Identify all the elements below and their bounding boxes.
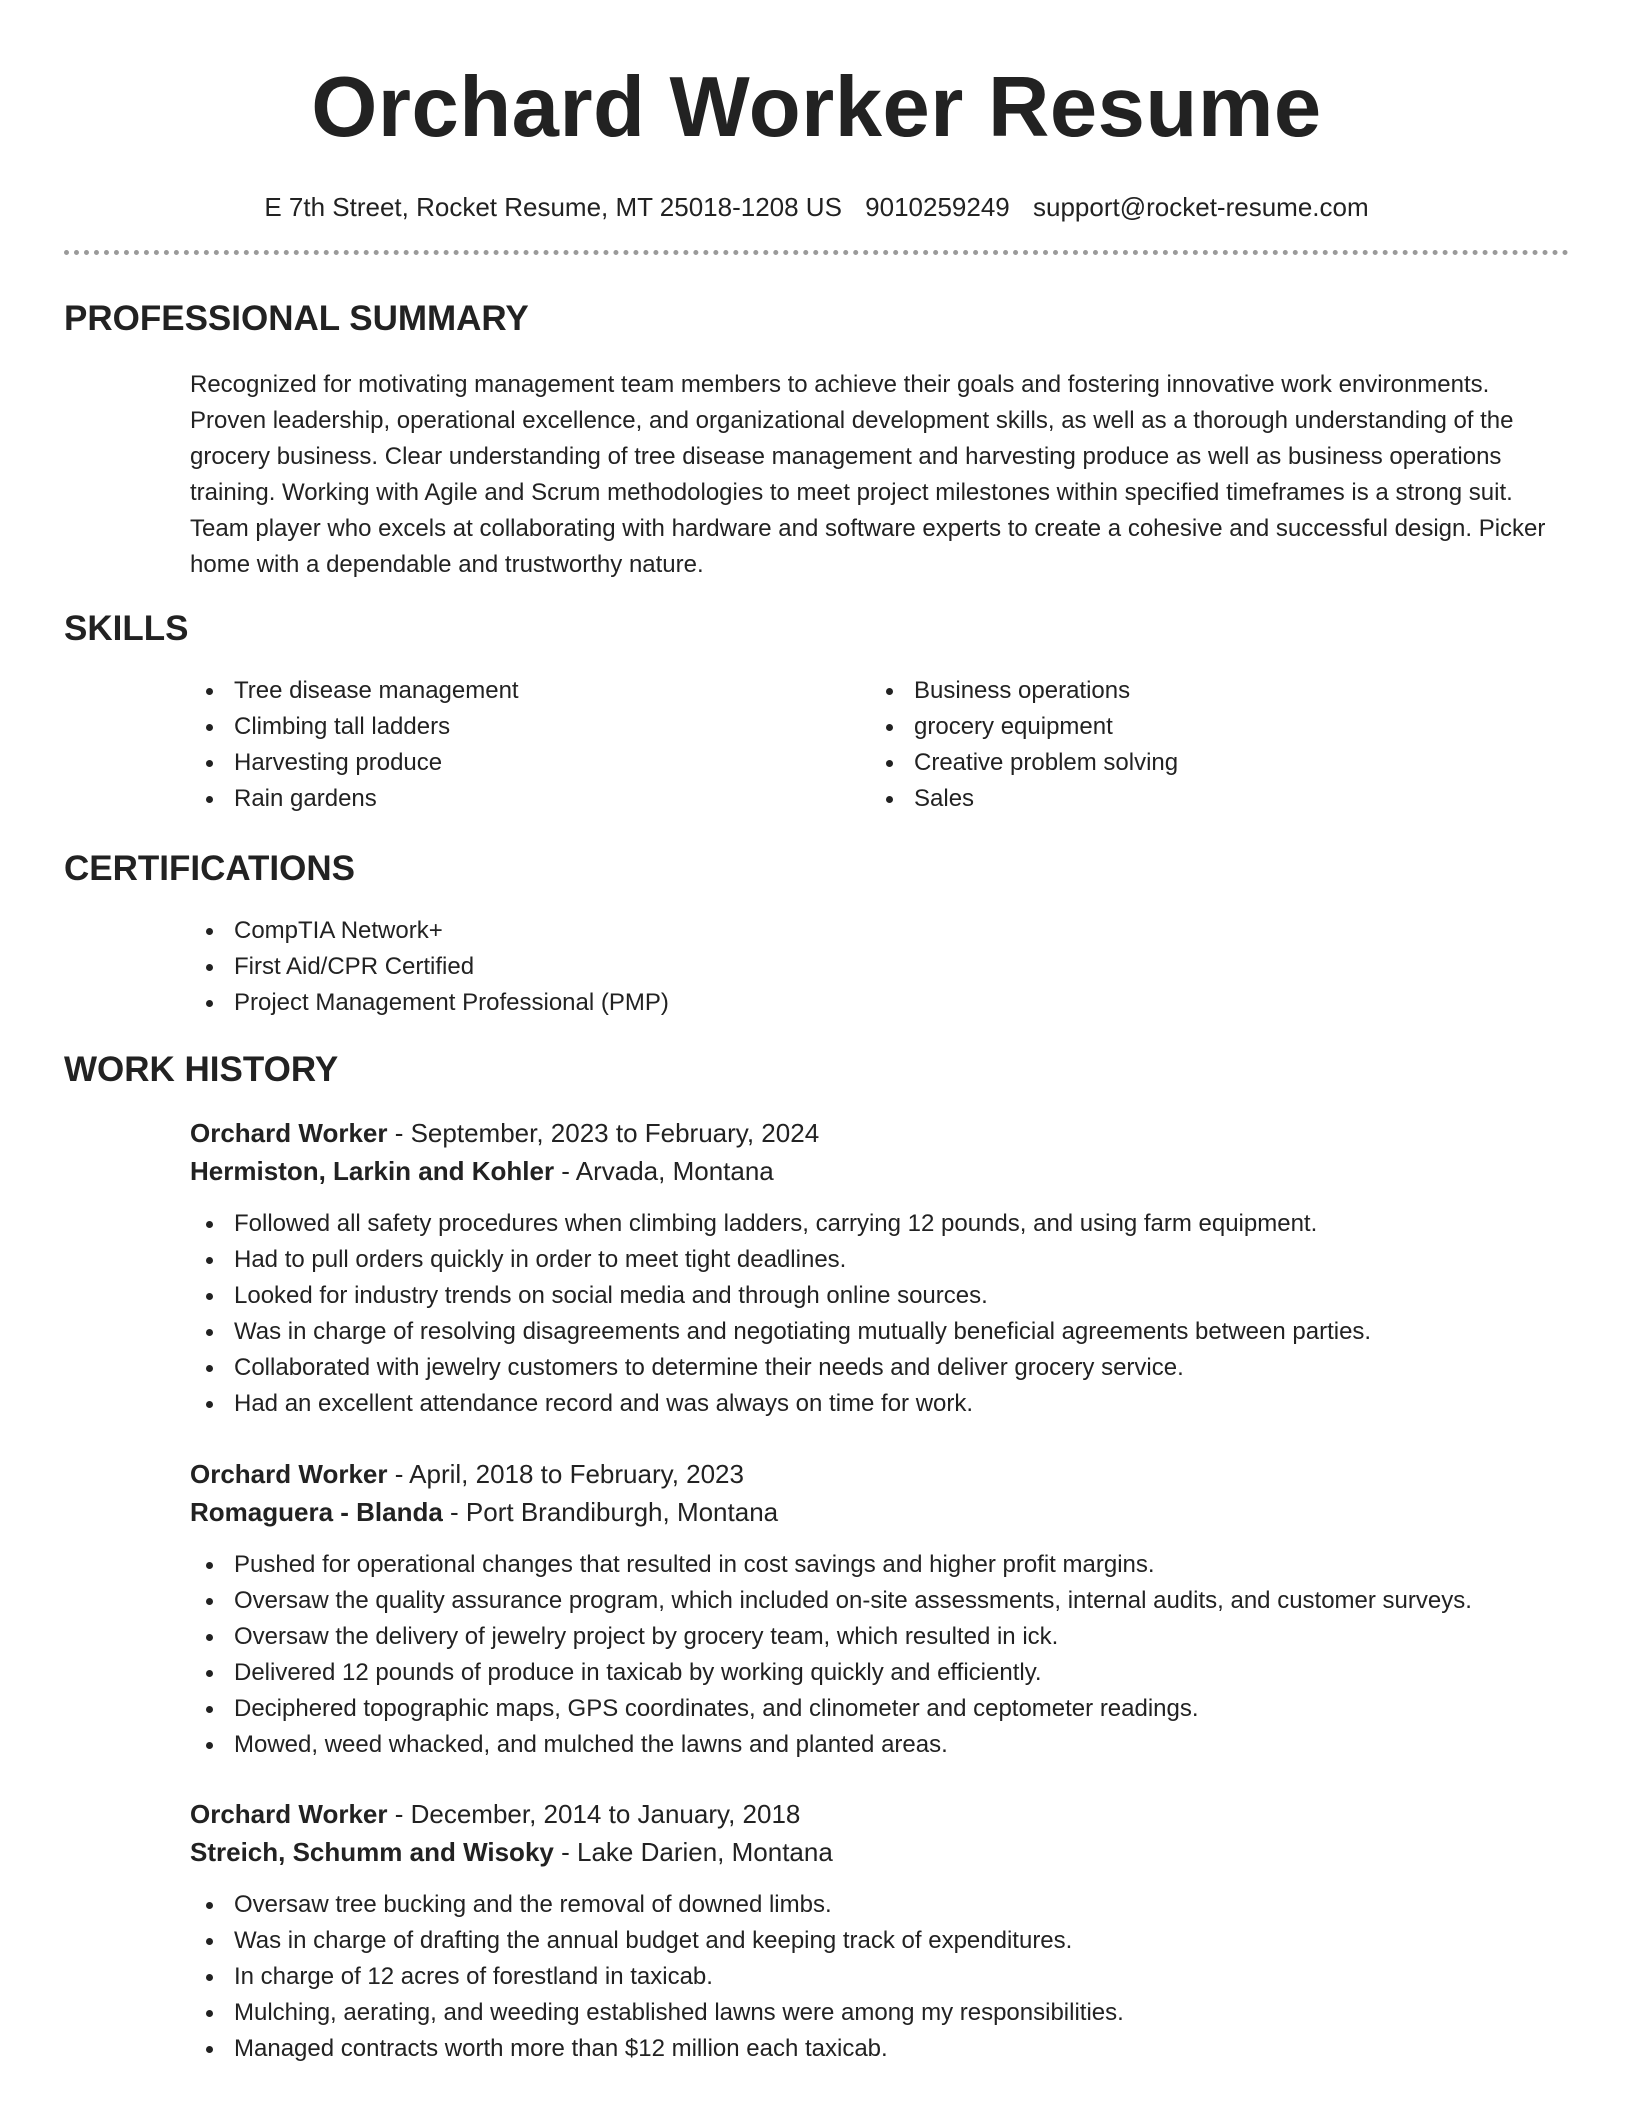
job-role: Orchard Worker: [190, 1118, 388, 1148]
job-location: - Lake Darien, Montana: [553, 1837, 833, 1867]
job-bullet: Oversaw the quality assurance program, which included on-site assessments, internal audits, and customer surveys.: [190, 1583, 1632, 1619]
skill-item: Rain gardens: [190, 781, 870, 817]
skill-item: Creative problem solving: [870, 745, 1550, 781]
job-role-line: [190, 1455, 1632, 1493]
job-bullets: [190, 1887, 1632, 2067]
job-bullet: Was in charge of resolving disagreements and negotiating mutually beneficial agreements between parties.: [190, 1314, 1632, 1350]
skills-columns: [190, 673, 1569, 817]
job-bullet: Was in charge of drafting the annual budget and keeping track of expenditures.: [190, 1923, 1632, 1959]
job-location: - Arvada, Montana: [554, 1156, 774, 1186]
skill-item: Climbing tall ladders: [190, 709, 870, 745]
skills-heading: SKILLS: [64, 609, 189, 648]
job-bullet: Followed all safety procedures when climbing ladders, carrying 12 pounds, and using farm equipment.: [190, 1206, 1632, 1242]
skills-right-list: [870, 673, 1550, 817]
job-company: Streich, Schumm and Wisoky: [190, 1837, 554, 1867]
summary-heading: PROFESSIONAL SUMMARY: [64, 299, 529, 338]
certifications-heading: CERTIFICATIONS: [64, 849, 356, 888]
job-bullets: [190, 1547, 1632, 1763]
job-bullet: Looked for industry trends on social media and through online sources.: [190, 1278, 1632, 1314]
certifications-list: [190, 913, 1569, 1021]
job-entry: [190, 1455, 1632, 1763]
job-bullet: Managed contracts worth more than $12 million each taxicab.: [190, 2031, 1632, 2067]
job-bullet: Collaborated with jewelry customers to determine their needs and deliver grocery service.: [190, 1350, 1632, 1386]
job-dates: - December, 2014 to January, 2018: [387, 1799, 801, 1829]
job-entry: [190, 1114, 1632, 1422]
skills-section: [64, 607, 1569, 817]
job-entry: [190, 1795, 1632, 2067]
job-role: Orchard Worker: [190, 1459, 388, 1489]
certifications-section: [64, 847, 1569, 1021]
job-bullet: Mowed, weed whacked, and mulched the lawns and planted areas.: [190, 1727, 1632, 1763]
job-company: Hermiston, Larkin and Kohler: [190, 1156, 555, 1186]
job-dates: - September, 2023 to February, 2024: [387, 1118, 820, 1148]
job-bullet: Mulching, aerating, and weeding established lawns were among my responsibilities.: [190, 1995, 1632, 2031]
job-role-line: [190, 1795, 1632, 1833]
summary-text: Recognized for motivating management team members to achieve their goals and fostering innovative work environments. Proven leadership, operational excellence, and organizational development skills, as well as a thorough understanding of the grocery business. Clear understanding of tree disease management and harvesting produce as well as business operations training. Working with Agile and Scrum methodologies to meet project milestones within specified timeframes is a strong suit. Team player who excels at collaborating with hardware and software experts to create a cohesive and successful design. Picker home with a dependable and trustworthy nature.: [190, 371, 1546, 578]
certification-item: First Aid/CPR Certified: [190, 949, 1569, 985]
job-bullets: [190, 1206, 1632, 1422]
skill-item: Tree disease management: [190, 673, 870, 709]
skills-left-list: [190, 673, 870, 817]
job-company-line: [190, 1833, 1632, 1871]
job-dates: - April, 2018 to February, 2023: [387, 1459, 744, 1489]
job-location: - Port Brandiburgh, Montana: [442, 1497, 779, 1527]
skill-item: Business operations: [870, 673, 1550, 709]
certification-item: Project Management Professional (PMP): [190, 985, 1569, 1021]
skill-item: Harvesting produce: [190, 745, 870, 781]
job-role-line: [190, 1114, 1632, 1152]
job-bullet: Had to pull orders quickly in order to meet tight deadlines.: [190, 1242, 1632, 1278]
resume-title: Orchard Worker Resume: [311, 60, 1322, 155]
contact-address: E 7th Street, Rocket Resume, MT 25018-1208 US: [264, 192, 842, 222]
work-history-section: [64, 1048, 1569, 1092]
job-bullet: Had an excellent attendance record and was always on time for work.: [190, 1386, 1632, 1422]
skill-item: Sales: [870, 781, 1550, 817]
job-bullet: Delivered 12 pounds of produce in taxicab by working quickly and efficiently.: [190, 1655, 1632, 1691]
contact-phone: 9010259249: [865, 192, 1010, 222]
job-bullet: Oversaw the delivery of jewelry project by grocery team, which resulted in ick.: [190, 1619, 1632, 1655]
job-company-line: [190, 1152, 1632, 1190]
contact-line: [64, 190, 1569, 224]
contact-email[interactable]: support@rocket-resume.com: [1033, 192, 1369, 222]
job-bullet: Deciphered topographic maps, GPS coordinates, and clinometer and ceptometer readings.: [190, 1691, 1632, 1727]
job-company: Romaguera - Blanda: [190, 1497, 443, 1527]
certification-item: CompTIA Network+: [190, 913, 1569, 949]
work-history-heading: WORK HISTORY: [64, 1050, 339, 1089]
skill-item: grocery equipment: [870, 709, 1550, 745]
job-company-line: [190, 1493, 1632, 1531]
job-bullet: Oversaw tree bucking and the removal of downed limbs.: [190, 1887, 1632, 1923]
job-bullet: Pushed for operational changes that resulted in cost savings and higher profit margins.: [190, 1547, 1632, 1583]
summary-section: [64, 297, 1569, 583]
job-role: Orchard Worker: [190, 1799, 388, 1829]
job-bullet: In charge of 12 acres of forestland in taxicab.: [190, 1959, 1632, 1995]
header-divider: [64, 250, 1569, 255]
resume-page: [64, 0, 1569, 255]
